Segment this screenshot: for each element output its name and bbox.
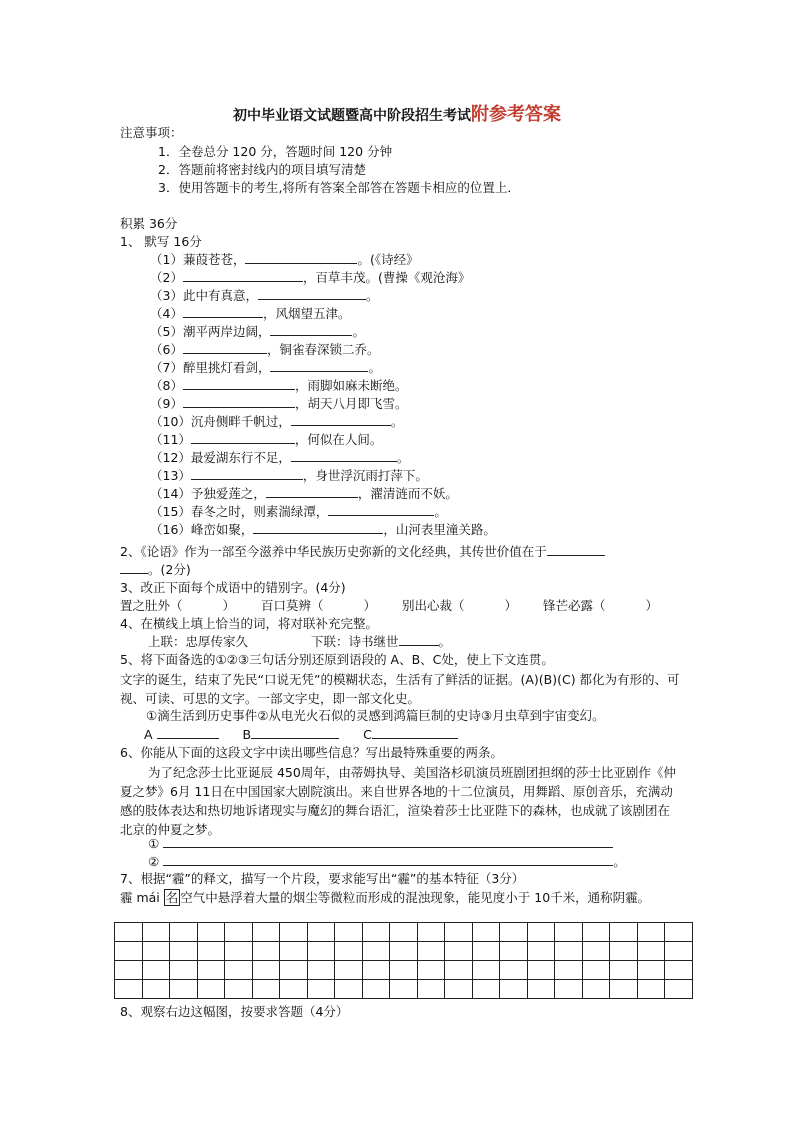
dictation-prompt: （10）沉舟侧畔千帆过， <box>150 414 291 429</box>
dictation-prompt: （15）春冬之时，则素湍绿潭， <box>150 504 329 519</box>
grid-cell[interactable] <box>197 942 225 961</box>
grid-cell[interactable] <box>252 961 280 980</box>
dictation-suffix: ，濯清涟而不妖。 <box>357 486 458 501</box>
grid-cell[interactable] <box>197 980 225 999</box>
grid-cell[interactable] <box>335 942 363 961</box>
grid-cell[interactable] <box>582 942 610 961</box>
answer-a[interactable] <box>157 726 219 739</box>
grid-cell[interactable] <box>307 923 335 942</box>
grid-cell[interactable] <box>197 961 225 980</box>
grid-cell[interactable] <box>500 942 528 961</box>
grid-cell[interactable] <box>582 923 610 942</box>
dictation-prompt: （13） <box>150 468 191 483</box>
label-a: A <box>144 727 153 742</box>
grid-cell[interactable] <box>472 980 500 999</box>
dictation-suffix: ，铜雀春深锁二乔。 <box>266 342 380 357</box>
dictation-item <box>150 467 428 485</box>
title-main: 初中毕业语文试题暨高中阶段招生考试 <box>233 108 471 124</box>
grid-cell[interactable] <box>170 961 198 980</box>
grid-cell[interactable] <box>500 980 528 999</box>
grid-cell[interactable] <box>610 942 638 961</box>
grid-cell[interactable] <box>665 923 693 942</box>
grid-cell[interactable] <box>390 980 418 999</box>
grid-cell[interactable] <box>582 980 610 999</box>
grid-cell[interactable] <box>115 942 143 961</box>
answer-blank[interactable] <box>270 323 352 336</box>
q5-text: 文字的诞生，结束了先民“口说无凭”的模糊状态，生活有了鲜活的证据。(A)(B)(C) 都化为有形的、可视、可读、可思的文字。一部文字史，即一部文化史。 <box>120 672 680 706</box>
label-b: B <box>242 727 252 742</box>
grid-cell[interactable] <box>637 923 665 942</box>
grid-cell[interactable] <box>555 923 583 942</box>
grid-cell[interactable] <box>280 942 308 961</box>
dictation-prompt: （3）此中有真意， <box>150 288 258 303</box>
dictation-item <box>150 395 407 413</box>
q8-heading: 8、观察右边这幅图，按要求答题（4分） <box>120 1004 349 1019</box>
couplet-upper: 上联：忠厚传家久 <box>148 634 249 649</box>
answer-blank[interactable] <box>270 359 368 372</box>
dictation-item <box>150 287 378 305</box>
def-text: 空气中悬浮着大量的烟尘等微粒而形成的混浊现象，能见度小于 10千米，通称阴霾。 <box>180 890 651 905</box>
dictation-item <box>150 359 381 377</box>
def-word: 霾 mái <box>120 890 160 905</box>
dictation-prompt: （4） <box>150 306 183 321</box>
grid-cell[interactable] <box>527 923 555 942</box>
grid-cell[interactable] <box>445 961 473 980</box>
grid-cell[interactable] <box>280 923 308 942</box>
grid-cell[interactable] <box>307 961 335 980</box>
grid-cell[interactable] <box>252 923 280 942</box>
grid-cell[interactable] <box>637 942 665 961</box>
dictation-item <box>150 323 365 341</box>
answer-blank[interactable] <box>266 485 358 498</box>
q6-text: 为了纪念莎士比亚诞辰 450周年，由蒂姆执导、美国洛杉矶演员班剧团担纲的莎士比亚剧作《仲夏之梦》6月 11日在中国国家大剧院演出。来自世界各地的十二位演员，用舞蹈、原创音乐，充满动感的肢体表达和热切地诉诸现实与魔幻的舞台语汇，渲染着莎士比亚陛下的森林，也成就了该剧团在北京的仲夏之梦。 <box>120 765 676 837</box>
answer-c[interactable] <box>372 726 458 739</box>
dictation-item <box>150 485 458 503</box>
grid-cell[interactable] <box>610 923 638 942</box>
answer-blank[interactable] <box>399 633 439 646</box>
answer-b[interactable] <box>251 726 339 739</box>
dictation-prompt: （12）最爱湖东行不足， <box>150 450 291 465</box>
grid-cell[interactable] <box>252 942 280 961</box>
dictation-prompt: （8） <box>150 378 183 393</box>
answer-blank[interactable] <box>163 853 613 866</box>
grid-cell[interactable] <box>417 942 445 961</box>
q2-line2 <box>120 561 191 579</box>
answer-blank[interactable] <box>183 269 303 282</box>
grid-cell[interactable] <box>500 961 528 980</box>
dictation-item <box>150 503 447 521</box>
grid-cell[interactable] <box>362 961 390 980</box>
idiom-4: 锋芒必露（ <box>543 598 606 613</box>
answer-blank[interactable] <box>120 561 148 574</box>
grid-cell[interactable] <box>445 942 473 961</box>
paren-close: ） <box>363 598 377 613</box>
grid-cell[interactable] <box>142 961 170 980</box>
q6-heading: 6、你能从下面的这段文字中读出哪些信息？写出最特殊重要的两条。 <box>120 745 503 760</box>
grid-cell[interactable] <box>225 923 253 942</box>
period: 。 <box>613 854 626 869</box>
dictation-suffix: 。(《诗经》 <box>357 252 419 267</box>
dictation-suffix: 。 <box>368 360 381 375</box>
grid-cell[interactable] <box>665 961 693 980</box>
dictation-suffix: 。 <box>365 288 379 303</box>
grid-cell[interactable] <box>142 923 170 942</box>
grid-cell[interactable] <box>115 980 143 999</box>
dictation-item <box>150 413 403 431</box>
answer-blank[interactable] <box>291 449 397 462</box>
grid-cell[interactable] <box>527 980 555 999</box>
grid-cell[interactable] <box>610 961 638 980</box>
answer-blank[interactable] <box>183 305 263 318</box>
answer-blank[interactable] <box>183 377 295 390</box>
period: 。 <box>438 634 452 649</box>
grid-cell[interactable] <box>252 980 280 999</box>
dictation-item <box>150 305 350 323</box>
grid-cell[interactable] <box>225 961 253 980</box>
dictation-prompt: （5）潮平两岸边阔， <box>150 324 271 339</box>
dictation-suffix: 。 <box>390 414 404 429</box>
grid-cell[interactable] <box>417 923 445 942</box>
dictation-item <box>150 251 419 269</box>
grid-cell[interactable] <box>307 980 335 999</box>
grid-cell[interactable] <box>665 942 693 961</box>
paren-close: ） <box>645 598 659 613</box>
grid-cell[interactable] <box>197 923 225 942</box>
grid-cell[interactable] <box>445 980 473 999</box>
dictation-prompt: （9） <box>150 396 183 411</box>
grid-cell[interactable] <box>170 923 198 942</box>
paren-close: ） <box>222 598 236 613</box>
dictation-suffix: ，百草丰茂。(曹操《观沧海》 <box>302 270 471 285</box>
q6-answer-2 <box>148 853 626 871</box>
dictation-item <box>150 431 382 449</box>
writing-grid[interactable] <box>114 922 693 999</box>
dictation-item <box>150 341 379 359</box>
section-heading: 积累 36分 <box>120 216 178 231</box>
dictation-item <box>150 521 496 539</box>
grid-cell[interactable] <box>390 961 418 980</box>
grid-cell[interactable] <box>610 980 638 999</box>
answer-blank[interactable] <box>191 467 303 480</box>
dictation-suffix: ，何似在人间。 <box>294 432 383 447</box>
q2-line1 <box>120 543 605 561</box>
dictation-prompt: （16）峰峦如聚， <box>150 522 254 537</box>
dictation-suffix: ，胡天八月即飞雪。 <box>294 396 408 411</box>
note-item: 3．使用答题卡的考生,将所有答案全部答在答题卡相应的位置上． <box>158 180 520 195</box>
q3-heading: 3、改正下面每个成语中的错别字。(4分) <box>120 580 346 595</box>
grid-cell[interactable] <box>472 942 500 961</box>
grid-cell[interactable] <box>582 961 610 980</box>
answer-blank[interactable] <box>183 341 267 354</box>
grid-cell[interactable] <box>225 980 253 999</box>
answer-blank[interactable] <box>253 521 383 534</box>
dictation-suffix: 。 <box>434 504 447 519</box>
grid-cell[interactable] <box>225 942 253 961</box>
q7-definition <box>120 888 680 907</box>
mark-2: ② <box>148 854 160 869</box>
grid-cell[interactable] <box>555 980 583 999</box>
grid-cell[interactable] <box>555 961 583 980</box>
dictation-item <box>150 269 470 287</box>
paren-close: ） <box>504 598 518 613</box>
idiom-2: 百口莫辨（ <box>261 598 324 613</box>
q6-answer-1 <box>148 835 613 853</box>
dictation-prompt: （14）予独爱莲之， <box>150 486 266 501</box>
grid-row <box>115 942 693 961</box>
dictation-suffix: 。 <box>352 324 365 339</box>
grid-cell[interactable] <box>362 980 390 999</box>
grid-cell[interactable] <box>637 980 665 999</box>
mark-1: ① <box>148 836 160 851</box>
answer-blank[interactable] <box>547 543 605 556</box>
note-item: 1．全卷总分 120 分，答题时间 120 分钟 <box>158 144 393 159</box>
q5-options: ①滴生活到历史事件②从电光火石似的灵感到鸿篇巨制的史诗③月虫草到宇宙变幻。 <box>146 708 605 723</box>
dictation-prompt: （1）蒹葭苍苍， <box>150 252 246 267</box>
grid-cell[interactable] <box>390 923 418 942</box>
grid-row <box>115 961 693 980</box>
note-item: 2．答题前将密封线内的项目填写清楚 <box>158 162 366 177</box>
answer-blank[interactable] <box>191 431 295 444</box>
q2-text: 2、《论语》作为一部至今滋养中华民族历史弥新的文化经典，其传世价值在于 <box>120 544 547 559</box>
answer-blank[interactable] <box>245 251 357 264</box>
grid-cell[interactable] <box>335 923 363 942</box>
grid-cell[interactable] <box>115 961 143 980</box>
grid-cell[interactable] <box>390 942 418 961</box>
idiom-3: 别出心裁（ <box>402 598 465 613</box>
grid-cell[interactable] <box>527 961 555 980</box>
grid-cell[interactable] <box>335 961 363 980</box>
grid-cell[interactable] <box>472 923 500 942</box>
dictation-suffix: ，山河表里潼关路。 <box>383 522 496 537</box>
grid-cell[interactable] <box>665 980 693 999</box>
grid-cell[interactable] <box>417 961 445 980</box>
q4-heading: 4、在横线上填上恰当的词，将对联补充完整。 <box>120 616 378 631</box>
q7-heading: 7、根据“霾”的释文，描写一个片段，要求能写出“霾”的基本特征（3分） <box>120 871 525 886</box>
answer-blank[interactable] <box>291 413 391 426</box>
q4-couplet <box>148 633 451 651</box>
answer-blank[interactable] <box>183 395 295 408</box>
grid-cell[interactable] <box>362 942 390 961</box>
dictation-item <box>150 377 407 395</box>
grid-cell[interactable] <box>500 923 528 942</box>
grid-cell[interactable] <box>527 942 555 961</box>
q2-points: 。(2分) <box>148 562 191 577</box>
grid-cell[interactable] <box>555 942 583 961</box>
dictation-prompt: （11） <box>150 432 191 447</box>
grid-cell[interactable] <box>142 980 170 999</box>
answer-blank[interactable] <box>328 503 434 516</box>
grid-cell[interactable] <box>417 980 445 999</box>
answer-blank[interactable] <box>258 287 366 300</box>
grid-cell[interactable] <box>115 923 143 942</box>
dictation-suffix: 。 <box>396 450 410 465</box>
dictation-prompt: （6） <box>150 342 183 357</box>
q3-items <box>120 597 680 615</box>
page-title <box>0 100 794 126</box>
idiom-1: 置之肚外（ <box>120 598 183 613</box>
dictation-prompt: （7）醉里挑灯看剑， <box>150 360 271 375</box>
grid-cell[interactable] <box>362 923 390 942</box>
dictation-item <box>150 449 409 467</box>
dictation-suffix: ，风烟望五津。 <box>262 306 351 321</box>
grid-cell[interactable] <box>280 980 308 999</box>
dictation-suffix: ，雨脚如麻未断绝。 <box>294 378 408 393</box>
grid-row <box>115 980 693 999</box>
answer-blank[interactable] <box>163 835 613 848</box>
label-c: C <box>363 727 372 742</box>
grid-cell[interactable] <box>307 942 335 961</box>
grid-cell[interactable] <box>280 961 308 980</box>
grid-cell[interactable] <box>445 923 473 942</box>
dictation-prompt: （2） <box>150 270 183 285</box>
grid-cell[interactable] <box>170 980 198 999</box>
pos-box: 名 <box>165 890 179 905</box>
grid-cell[interactable] <box>170 942 198 961</box>
title-suffix: 附参考答案 <box>471 104 561 125</box>
grid-cell[interactable] <box>637 961 665 980</box>
dictation-suffix: ，身世浮沉雨打萍下。 <box>302 468 428 483</box>
grid-cell[interactable] <box>335 980 363 999</box>
q1-heading: 1、 默写 16分 <box>120 234 202 249</box>
couplet-lower: 下联：诗书继世 <box>310 634 399 649</box>
grid-cell[interactable] <box>472 961 500 980</box>
grid-cell[interactable] <box>142 942 170 961</box>
notes-heading: 注意事项： <box>120 125 183 140</box>
grid-row <box>115 923 693 942</box>
q5-answers <box>144 726 458 744</box>
q5-heading: 5、将下面备选的①②③三句话分别还原到语段的 A、B、C处，使上下文连贯。 <box>120 652 554 667</box>
